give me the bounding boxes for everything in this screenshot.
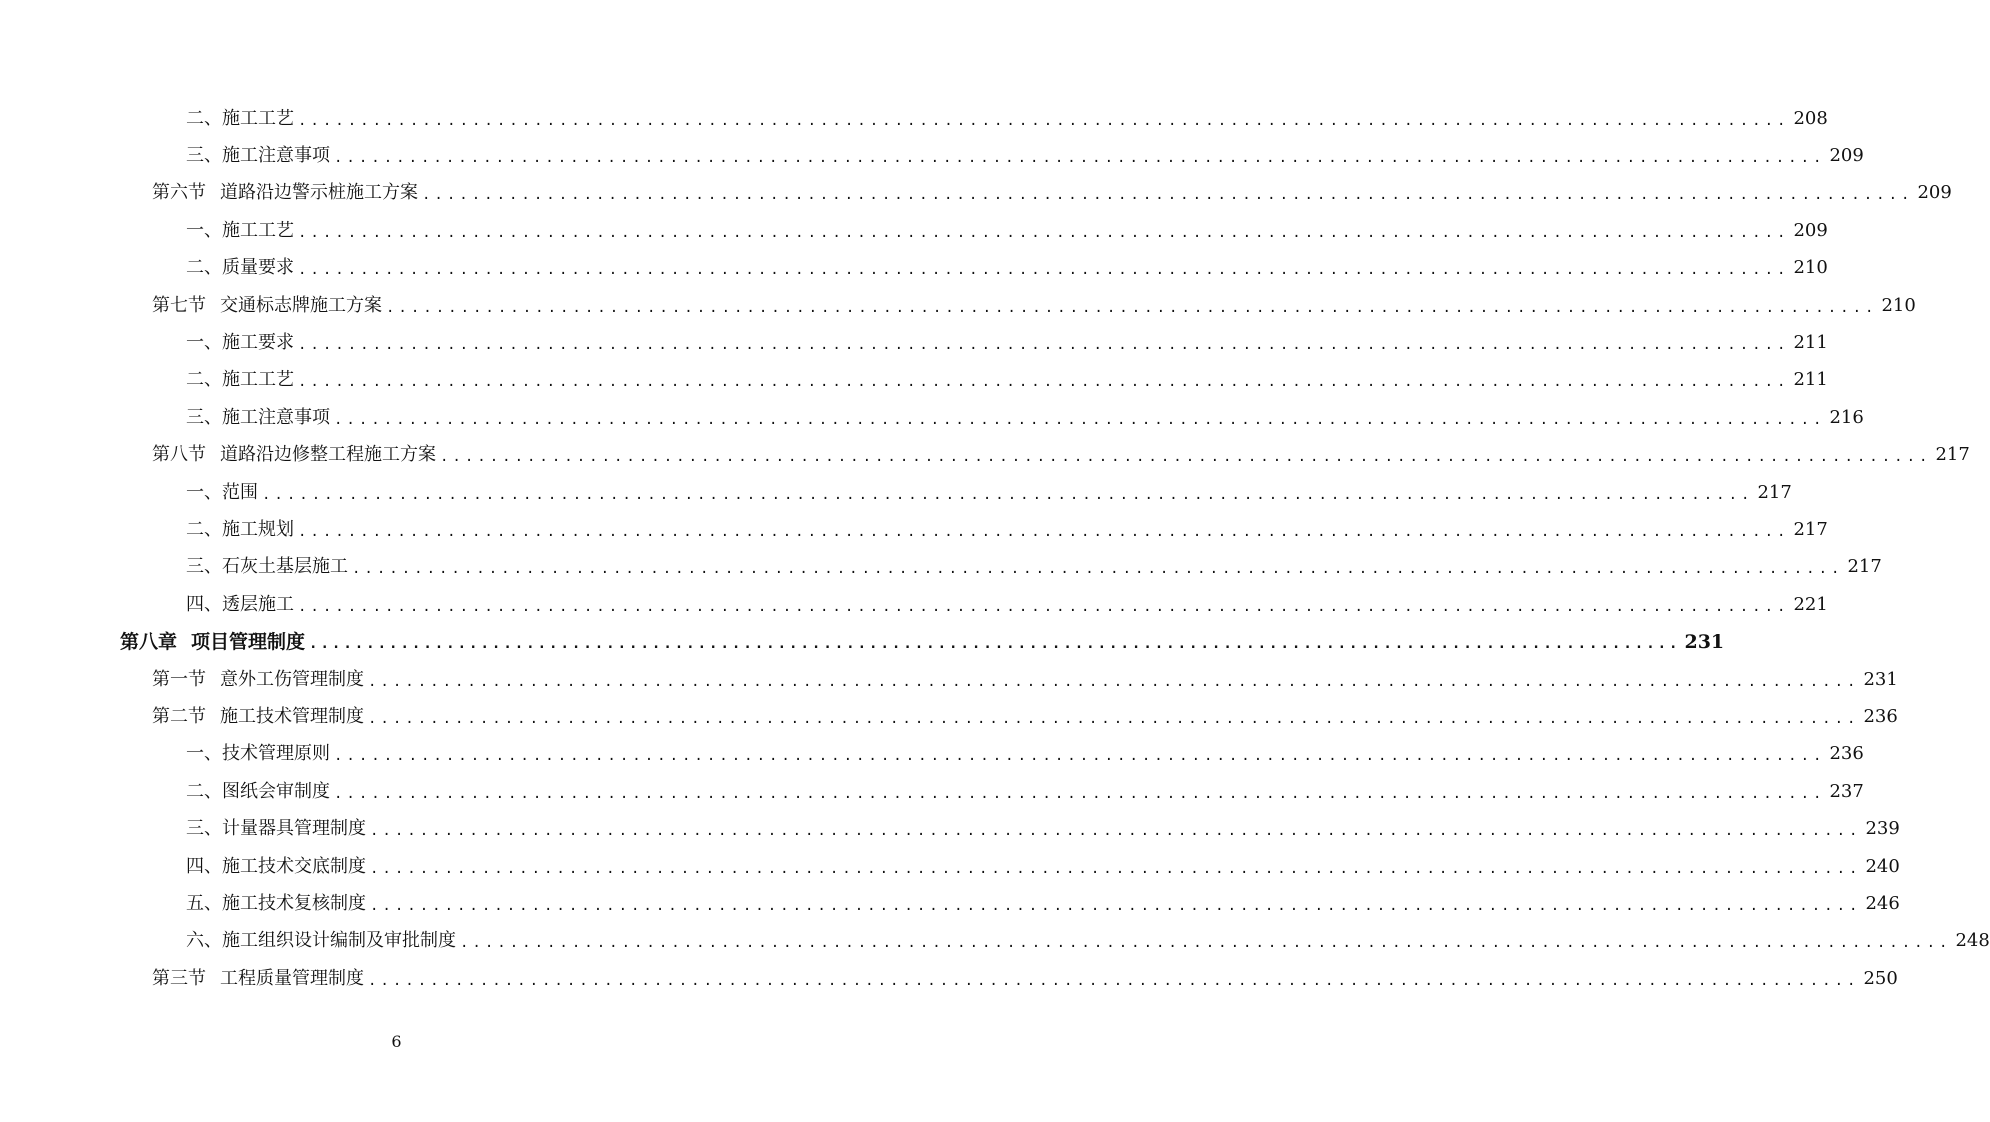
- toc-entry-prefix: 第八节: [152, 444, 206, 466]
- toc-entry-prefix: 第一节: [152, 668, 206, 690]
- toc-entry-label: 四、透层施工: [186, 593, 294, 615]
- toc-entry-item[interactable]: [0, 474, 1792, 511]
- toc-entry-prefix: 第七节: [152, 294, 206, 316]
- toc-entry-item[interactable]: [0, 885, 1900, 922]
- toc-entry-item[interactable]: [0, 511, 1828, 548]
- toc-entry-section[interactable]: [0, 175, 1952, 212]
- toc-entry-page: 250: [1863, 967, 1898, 989]
- toc-entry-label: 一、技术管理原则: [186, 743, 330, 765]
- toc-entry-label: 四、施工技术交底制度: [186, 855, 366, 877]
- toc-entry-label: 六、施工组织设计编制及审批制度: [186, 930, 456, 952]
- toc-entry-chapter[interactable]: [0, 623, 1725, 660]
- toc-dot-leader: ........................................................................................................................: [368, 972, 1860, 989]
- toc-entry-label: 二、图纸会审制度: [186, 780, 330, 802]
- toc-entry-label: 施工技术管理制度: [220, 705, 364, 727]
- toc-entry-item[interactable]: [0, 137, 1864, 174]
- toc-entry-item[interactable]: [0, 549, 1882, 586]
- toc-entry-page: 248: [1955, 930, 1990, 952]
- toc-entry-label: 道路沿边警示桩施工方案: [220, 182, 418, 204]
- toc-entry-section[interactable]: [0, 287, 1916, 324]
- toc-entry-title: [186, 929, 456, 953]
- toc-entry-page: 217: [1847, 556, 1882, 578]
- toc-entry-title: [152, 443, 436, 467]
- toc-entry-page: 236: [1829, 743, 1864, 765]
- toc-entry-label: 工程质量管理制度: [220, 967, 364, 989]
- toc-entry-page: 217: [1935, 444, 1970, 466]
- toc-entry-label: 三、施工注意事项: [186, 145, 330, 167]
- toc-entry-page: 209: [1793, 219, 1828, 241]
- toc-entry-title: [186, 742, 330, 766]
- toc-entry-title: [186, 331, 294, 355]
- toc-entry-label: 二、施工规划: [186, 518, 294, 540]
- toc-entry-title: [186, 518, 294, 542]
- toc-entry-label: 项目管理制度: [191, 631, 306, 654]
- toc-entry-page: 246: [1865, 892, 1900, 914]
- toc-dot-leader: ........................................................................................................................: [298, 112, 1790, 129]
- toc-entry-title: [186, 406, 330, 430]
- toc-dot-leader: ........................................................................................................................: [370, 897, 1862, 914]
- toc-entry-title: [152, 705, 364, 729]
- toc-entry-item[interactable]: [0, 399, 1864, 436]
- toc-entry-page: 217: [1793, 518, 1828, 540]
- toc-dot-leader: ........................................................................................................................: [298, 224, 1790, 241]
- table-of-contents: [0, 100, 1990, 997]
- toc-entry-page: 237: [1829, 780, 1864, 802]
- toc-entry-prefix: 第八章: [120, 631, 178, 654]
- toc-entry-label: 道路沿边修整工程施工方案: [220, 444, 436, 466]
- toc-entry-page: 211: [1793, 332, 1828, 354]
- toc-entry-section[interactable]: [0, 437, 1970, 474]
- toc-entry-page: 236: [1863, 705, 1898, 727]
- toc-entry-title: [152, 967, 364, 991]
- toc-entry-label: 一、施工要求: [186, 332, 294, 354]
- toc-entry-page: 221: [1793, 593, 1828, 615]
- toc-entry-item[interactable]: [0, 848, 1900, 885]
- toc-dot-leader: ........................................................................................................................: [422, 187, 1914, 204]
- toc-entry-title: [186, 107, 294, 131]
- toc-entry-item[interactable]: [0, 212, 1828, 249]
- toc-entry-label: 三、石灰土基层施工: [186, 556, 348, 578]
- toc-entry-label: 意外工伤管理制度: [220, 668, 364, 690]
- toc-entry-page: 209: [1829, 145, 1864, 167]
- toc-entry-title: [152, 668, 364, 692]
- toc-entry-title: [186, 481, 258, 505]
- toc-dot-leader: ........................................................................................................................: [298, 337, 1790, 354]
- toc-entry-page: 209: [1917, 182, 1952, 204]
- toc-dot-leader: ........................................................................................................................: [262, 486, 1754, 503]
- toc-entry-title: [120, 630, 305, 654]
- toc-entry-label: 二、施工工艺: [186, 107, 294, 129]
- toc-dot-leader: ........................................................................................................................: [440, 449, 1932, 466]
- toc-entry-section[interactable]: [0, 661, 1898, 698]
- toc-entry-item[interactable]: [0, 773, 1864, 810]
- toc-dot-leader: ........................................................................................................................: [352, 561, 1844, 578]
- toc-dot-leader: ........................................................................................................................: [298, 523, 1790, 540]
- toc-entry-label: 二、质量要求: [186, 257, 294, 279]
- toc-dot-leader: ........................................................................................................................: [334, 785, 1826, 802]
- toc-entry-label: 一、范围: [186, 481, 258, 503]
- toc-entry-label: 五、施工技术复核制度: [186, 892, 366, 914]
- toc-entry-item[interactable]: [0, 362, 1828, 399]
- toc-dot-leader: ........................................................................................................................: [334, 748, 1826, 765]
- toc-entry-title: [186, 368, 294, 392]
- toc-dot-leader: ........................................................................................................................: [370, 860, 1862, 877]
- toc-entry-page: 211: [1793, 369, 1828, 391]
- toc-entry-item[interactable]: [0, 736, 1864, 773]
- toc-dot-leader: ........................................................................................................................: [298, 374, 1790, 391]
- toc-entry-prefix: 第三节: [152, 967, 206, 989]
- toc-entry-label: 交通标志牌施工方案: [220, 294, 382, 316]
- toc-dot-leader: ........................................................................................................................: [386, 299, 1878, 316]
- toc-entry-title: [186, 219, 294, 243]
- toc-entry-page: 208: [1793, 107, 1828, 129]
- toc-entry-title: [152, 181, 418, 205]
- toc-entry-item[interactable]: [0, 810, 1900, 847]
- toc-entry-label: 一、施工工艺: [186, 219, 294, 241]
- toc-dot-leader: ........................................................................................................................: [334, 411, 1826, 428]
- toc-entry-title: [186, 817, 366, 841]
- toc-entry-item[interactable]: [0, 100, 1828, 137]
- toc-dot-leader: ........................................................................................................................: [334, 150, 1826, 167]
- toc-entry-page: 216: [1829, 406, 1864, 428]
- toc-dot-leader: ........................................................................................................................: [298, 598, 1790, 615]
- toc-dot-leader: ........................................................................................................................: [370, 823, 1862, 840]
- toc-dot-leader: ........................................................................................................................: [309, 636, 1681, 653]
- toc-entry-page: 210: [1793, 257, 1828, 279]
- toc-entry-label: 二、施工工艺: [186, 369, 294, 391]
- toc-entry-item[interactable]: [0, 250, 1828, 287]
- toc-entry-page: 217: [1757, 481, 1792, 503]
- toc-entry-prefix: 第二节: [152, 705, 206, 727]
- toc-entry-title: [186, 144, 330, 168]
- toc-entry-title: [152, 294, 382, 318]
- toc-entry-title: [186, 256, 294, 280]
- toc-entry-title: [186, 892, 366, 916]
- toc-entry-page: 231: [1863, 668, 1898, 690]
- toc-entry-prefix: 第六节: [152, 182, 206, 204]
- toc-entry-label: 三、计量器具管理制度: [186, 818, 366, 840]
- toc-entry-item[interactable]: [0, 923, 1990, 960]
- toc-dot-leader: ........................................................................................................................: [298, 262, 1790, 279]
- toc-entry-item[interactable]: [0, 324, 1828, 361]
- toc-entry-title: [186, 593, 294, 617]
- toc-entry-page: 240: [1865, 855, 1900, 877]
- toc-entry-label: 三、施工注意事项: [186, 406, 330, 428]
- toc-entry-page: 210: [1881, 294, 1916, 316]
- toc-entry-title: [186, 780, 330, 804]
- toc-entry-section[interactable]: [0, 960, 1898, 997]
- toc-entry-page: 231: [1684, 631, 1725, 654]
- toc-dot-leader: ........................................................................................................................: [460, 935, 1952, 952]
- toc-entry-title: [186, 555, 348, 579]
- toc-dot-leader: ........................................................................................................................: [368, 710, 1860, 727]
- page-number: 6: [391, 1032, 402, 1051]
- toc-dot-leader: ........................................................................................................................: [368, 673, 1860, 690]
- toc-entry-title: [186, 855, 366, 879]
- toc-entry-section[interactable]: [0, 698, 1898, 735]
- toc-entry-item[interactable]: [0, 586, 1828, 623]
- toc-entry-page: 239: [1865, 818, 1900, 840]
